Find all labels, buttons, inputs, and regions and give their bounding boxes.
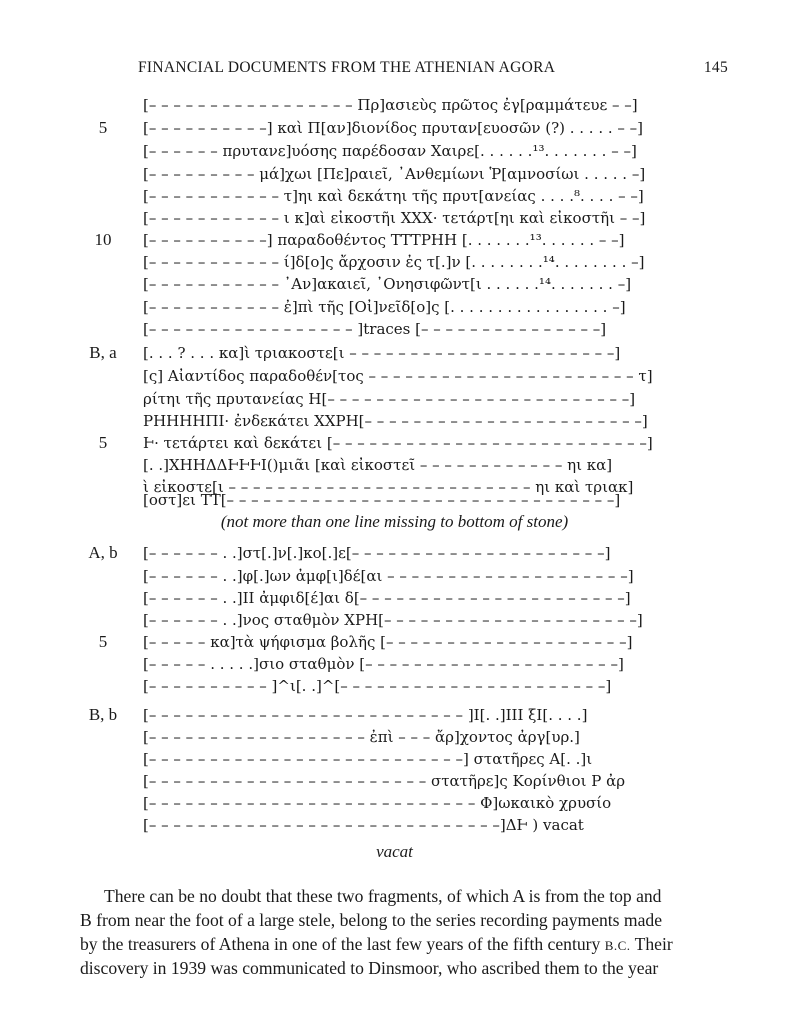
line-number [80,251,126,273]
paragraph-line: B from near the foot of a large stele, belong to the series recording payments made [80,910,663,930]
line-text: [– – – – – – – – – – ]^ι[. .]^[– – – – – – – – – – – – – – – – – – – – – –] [143,677,612,695]
line-text: [οστ]ει ΤΤ[– – – – – – – – – – – – – – – – – – – – – – – – – – – – – – – –] [143,491,621,509]
line-number: A, b [88,543,118,562]
paragraph-text: Their [630,934,673,954]
page-number: 145 [703,59,728,76]
line-number [80,489,126,511]
line-text: [– – – – – – – – – – – – – – – – – – – – – – – στατῆρε]ς Κορίνθιοι Ρ ἀρ [143,772,626,790]
line-text: [– – – – – – – – – – – – – – – – – – – – – – – – – – – – –]ΔͰ ) vacat [143,816,584,834]
line-number [80,748,126,770]
line-text: [– – – – – – – – – – – – – – – – – – – – – – – – – – ]Ι[. .]ΙΙΙ ξΙ[. . . .] [143,706,588,724]
line-number [80,185,126,207]
line-text: [. . . ? . . . κα]ὶ τριακοστε[ι – – – – – – – – – – – – – – – – – – – – – –] [143,344,621,362]
era-abbreviation: B.C. [604,938,631,953]
vacat-note: vacat [376,842,413,861]
line-text: [– – – – – – – – – – – ἐ]πὶ τῆς [Οἰ]νεῖδ[ο]ς [. . . . . . . . . . . . . . . . . –] [143,298,626,316]
line-number [80,388,126,410]
paragraph-text: by the treasurers of Athena in one of the last few years of the fifth century [80,934,601,954]
line-number [80,207,126,229]
line-number: B, a [89,343,117,362]
line-text: [. .]ΧΗΗΔΔͰͰͰΙ()μιᾶι [καὶ εἰκοστεῖ – – – – – – – – – – – – ηι κα] [143,456,613,474]
line-number [80,163,126,185]
line-text: [– – – – – – . .]ΙΙ ἀμφιδ[έ]αι δ[– – – – – – – – – – – – – – – – – – – – – –] [143,589,631,607]
line-text: [– – – – – – πρυτανε]υόσης παρέδοσαν Χαιρε[. . . . . .¹³. . . . . . . – –] [143,142,637,160]
running-title: FINANCIAL DOCUMENTS FROM THE ATHENIAN AGORA [138,59,556,76]
line-number: 10 [94,230,112,249]
line-number: B, b [88,705,118,724]
line-number [80,770,126,792]
line-number [80,814,126,836]
line-text: ὶ εἰκοστε[ι – – – – – – – – – – – – – – – – – – – – – – – – – ηι καὶ τριακ] [143,478,634,496]
line-text: [– – – – – – . .]νος σταθμὸν ΧΡΗ[– – – – – – – – – – – – – – – – – – – – –] [143,611,643,629]
line-text: [– – – – – – – – – – – ι κ]αὶ εἰκοστῆι ΧΧΧ· τετάρτ[ηι καὶ εἰκοστῆι – –] [143,209,646,227]
line-number [80,94,126,116]
line-number: 5 [98,433,108,452]
line-number [80,273,126,295]
line-text: [– – – – – – . .]στ[.]ν[.]κο[.]ε[– – – – – – – – – – – – – – – – – – – – –] [143,544,611,562]
line-text: [– – – – – – – – – – – τ]ηι καὶ δεκάτηι τῆς πρυτ[ανείας . . . .⁸. . . . – –] [143,187,644,205]
line-number [80,410,126,432]
line-text: [– – – – – – – – – μά]χωι [Πε]ραιεῖ, ᾿Ανθεμίωνι Ῥ[αμνοσίωι . . . . . –] [143,165,646,183]
paragraph-line: discovery in 1939 was communicated to Dinsmoor, who ascribed them to the year [80,958,659,978]
line-number [80,365,126,387]
line-number [80,587,126,609]
line-number [80,726,126,748]
line-text: [– – – – – – – – – – – – – – – – – ]traces [– – – – – – – – – – – – – – –] [143,320,607,338]
line-text: ΡΗΗΗΗΠΙ· ἐνδεκάτει ΧΧΡΗ[– – – – – – – – – – – – – – – – – – – – – – –] [143,412,648,430]
paragraph-line: There can be no doubt that these two fragments, of which A is from the top and [104,886,662,906]
line-text: Ͱ· τετάρτει καὶ δεκάτει [– – – – – – – – – – – – – – – – – – – – – – – – – –] [143,434,653,452]
line-number [80,609,126,631]
line-number: 5 [98,632,108,651]
line-text: [– – – – – – – – – –] καὶ Π[αν]διονίδος πρυταν[ευοσῶν (?) . . . . . – –] [143,119,644,137]
line-text: [ς] Αἰαντίδος παραδοθέν[τος – – – – – – – – – – – – – – – – – – – – – – τ] [143,367,653,385]
line-text: [– – – – – . . . . .]σιο σταθμὸν [– – – – – – – – – – – – – – – – – – – – –] [143,655,624,673]
line-number [80,296,126,318]
line-text: [– – – – – – – – – – – – – – – – – – – – – – – – – –] στατῆρες Α[. .]ι [143,750,593,768]
line-number [80,565,126,587]
line-text: [– – – – – – – – – – – – – – – – – – ἐπὶ – – – ἄρ]χοντος ἀργ[υρ.] [143,728,580,746]
paragraph-line [80,932,730,956]
line-number [80,454,126,476]
line-number [80,318,126,340]
line-text: ρίτηι τῆς πρυτανείας Η[– – – – – – – – – – – – – – – – – – – – – – – – –] [143,390,636,408]
running-header [138,59,728,83]
line-number [80,140,126,162]
line-number [80,653,126,675]
line-text: [– – – – – κα]τὰ ψήφισμα βολῆς [– – – – – – – – – – – – – – – – – – – –] [143,633,633,651]
line-text: [– – – – – – – – – – – – – – – – – – – – – – – – – – – Φ]ωκαικὸ χρυσίο [143,794,612,812]
line-text: [– – – – – – – – – –] παραδοθέντος ΤΤΤΡΗΗ [. . . . . . .¹³. . . . . . – –] [143,231,625,249]
line-text: [– – – – – – – – – – – ᾿Αν]ακαιεῖ, ᾿Ονησιφῶντ[ι . . . . . .¹⁴. . . . . . . –] [143,275,632,293]
line-text: [– – – – – – . .]φ[.]ων ἀμφ[ι]δέ[αι – – – – – – – – – – – – – – – – – – – –] [143,567,634,585]
line-number [80,792,126,814]
line-text: [– – – – – – – – – – – – – – – – – Πρ]ασιεὺς πρῶτος ἐγ[ραμμάτευε – –] [143,96,638,114]
line-number [80,675,126,697]
line-text: [– – – – – – – – – – – ί]δ[ο]ς ἄρχοσιν ἐς τ[.]ν [. . . . . . . .¹⁴. . . . . . . . –] [143,253,645,271]
missing-line-note: (not more than one line missing to bottom of stone) [220,512,569,531]
line-number: 5 [98,118,108,137]
